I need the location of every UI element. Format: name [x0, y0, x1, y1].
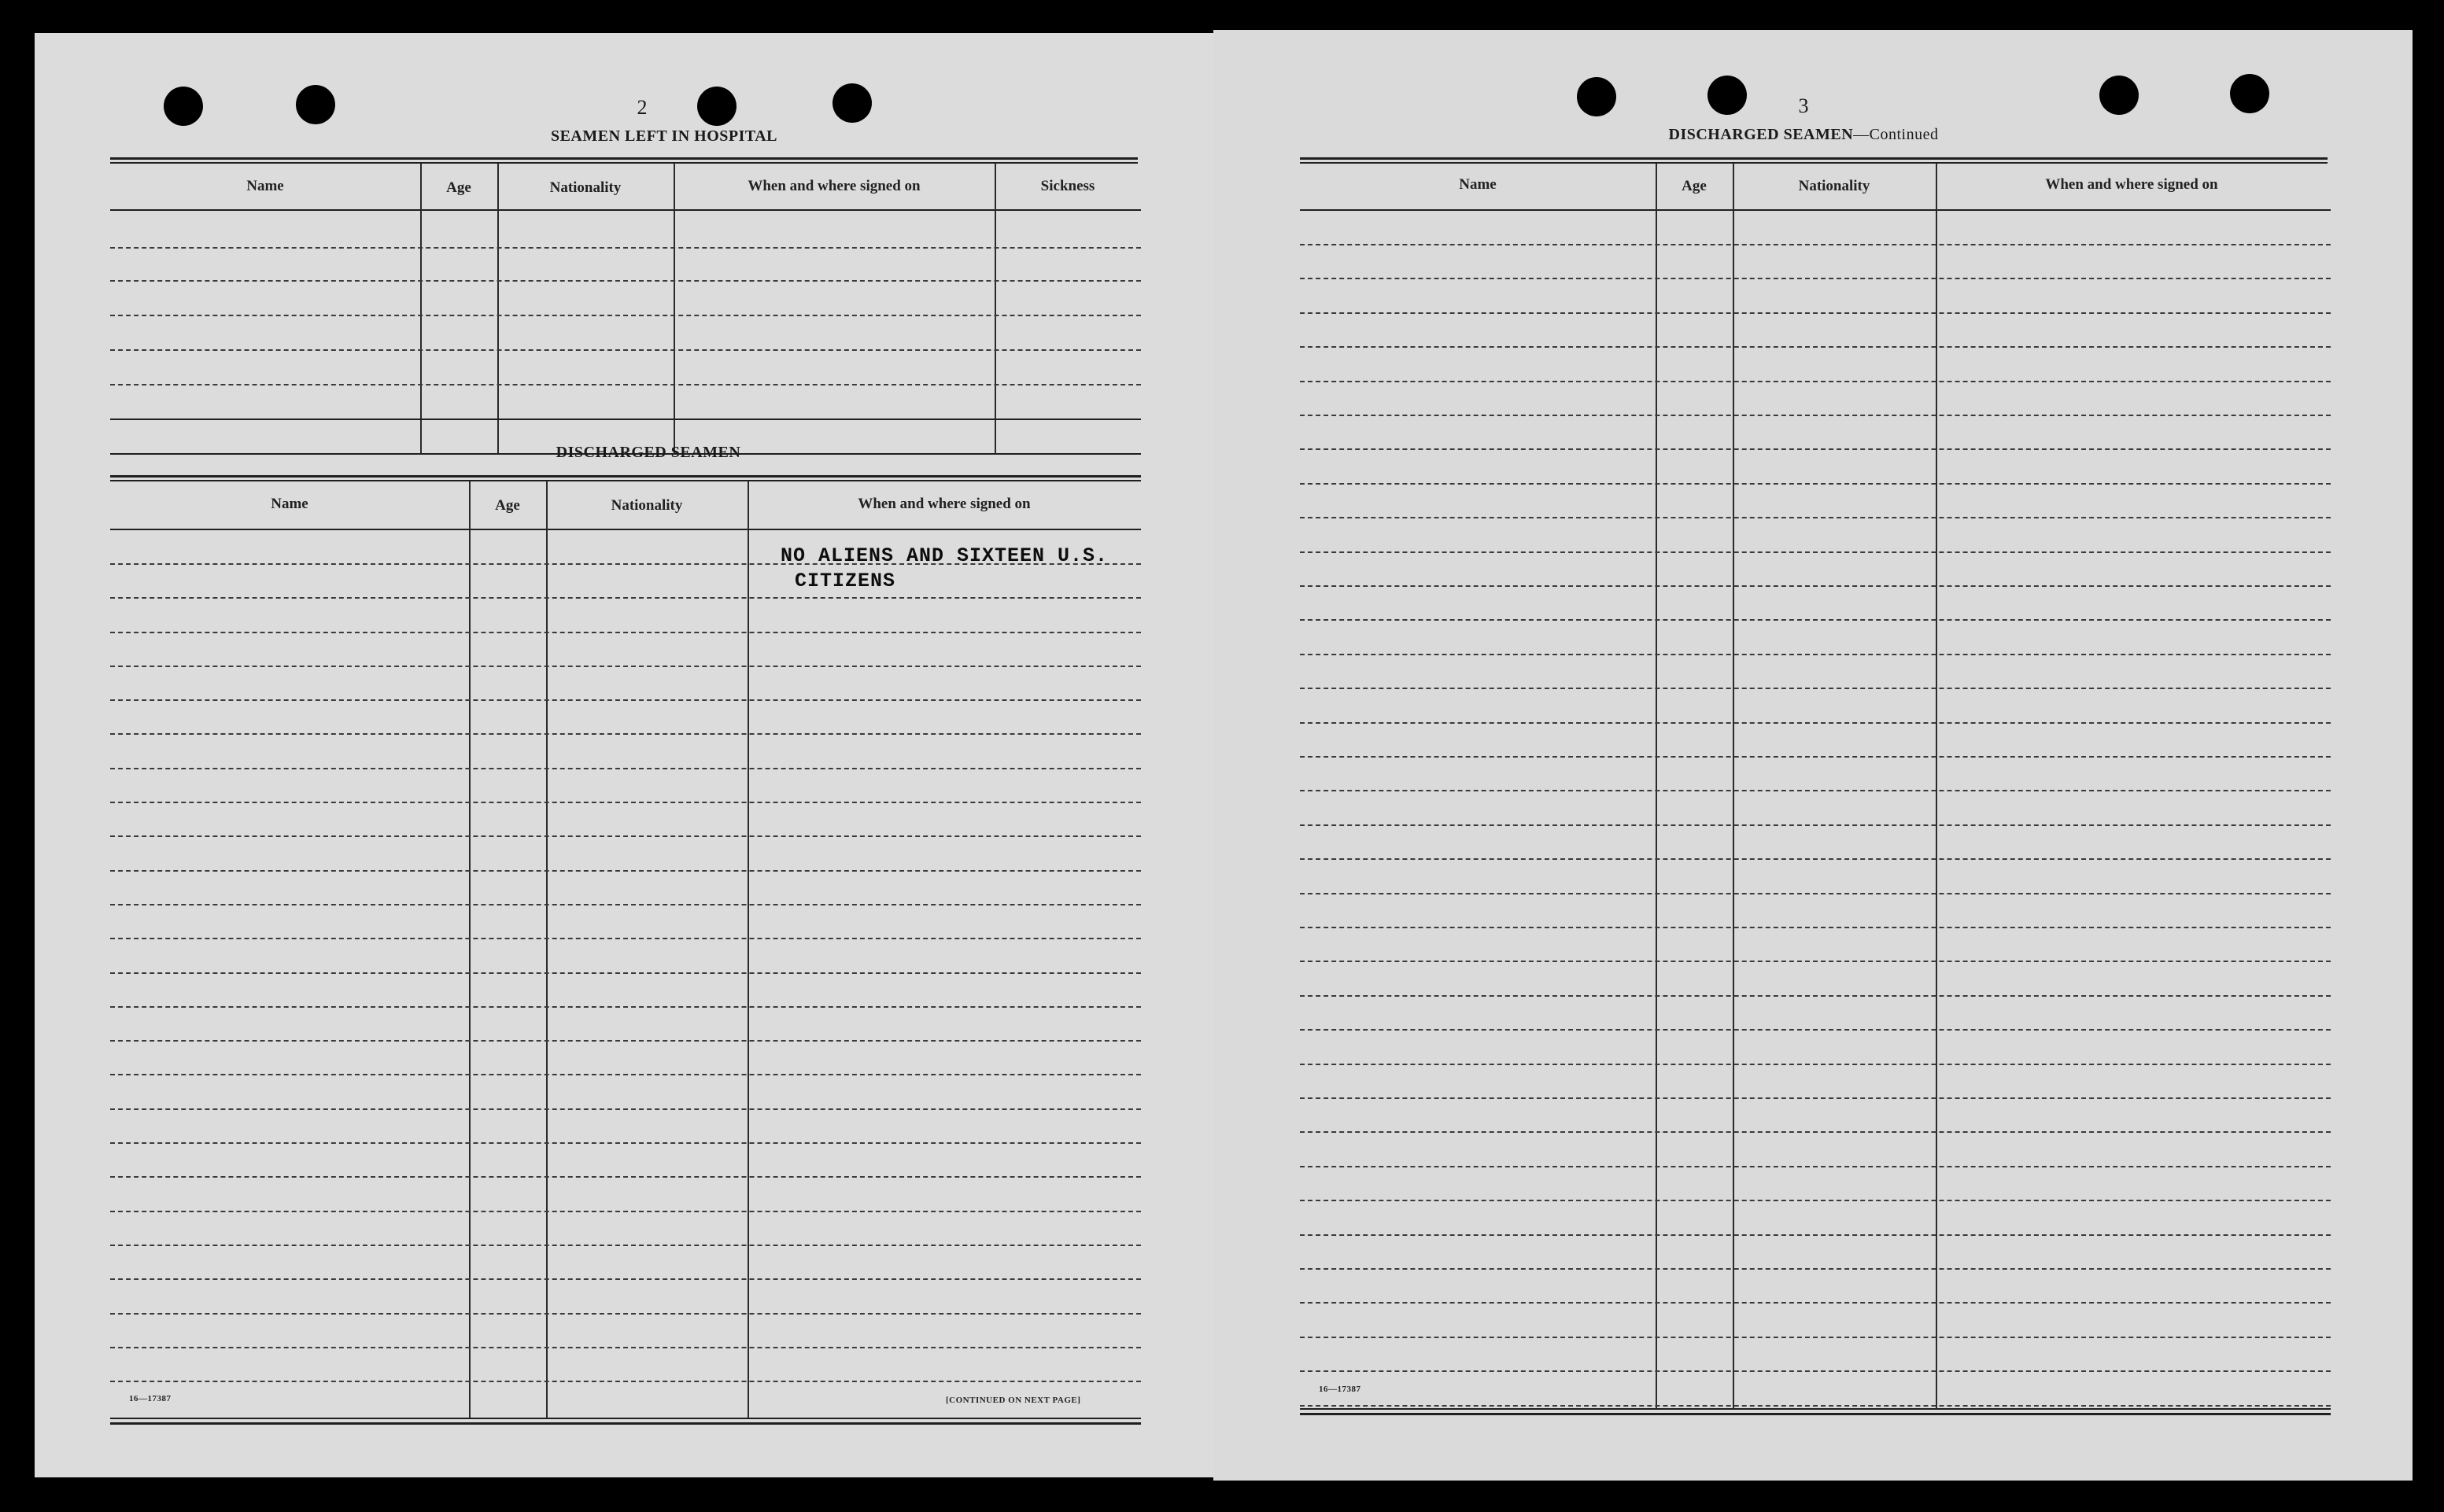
discharged-section-title: DISCHARGED SEAMEN	[556, 444, 741, 461]
ruled-line	[1300, 585, 2331, 587]
ruled-line	[110, 1142, 1141, 1144]
punch-hole	[296, 85, 335, 124]
ruled-line	[1300, 312, 2331, 314]
typed-entry-line-1: NO ALIENS AND SIXTEEN U.S.	[781, 544, 1109, 567]
ruled-line	[1300, 551, 2331, 553]
punch-hole	[1707, 76, 1747, 115]
ruled-line	[1300, 415, 2331, 416]
punch-hole	[164, 87, 203, 126]
ruled-line	[110, 1347, 1141, 1348]
title-main: DISCHARGED SEAMEN	[1668, 126, 1854, 143]
column-header-age: Age	[446, 179, 471, 196]
ruled-line	[1300, 961, 2331, 962]
ruled-line	[110, 870, 1141, 872]
ruled-line	[1300, 1302, 2331, 1304]
ruled-line	[1300, 483, 2331, 485]
punch-hole	[697, 87, 737, 126]
ruled-line	[1300, 995, 2331, 997]
column-header-age: Age	[1682, 178, 1707, 194]
ruled-line	[110, 835, 1141, 837]
ruled-line	[1300, 244, 2331, 245]
ruled-line	[110, 1176, 1141, 1178]
ruled-line	[110, 904, 1141, 905]
column-header-sickness: Sickness	[1040, 178, 1095, 194]
column-header-name: Name	[246, 178, 284, 194]
ruled-line	[1300, 824, 2331, 826]
column-header-signed-on: When and where signed on	[858, 496, 1031, 512]
column-header-name: Name	[1459, 176, 1497, 193]
ruled-line	[1300, 1029, 2331, 1031]
ruled-line	[110, 768, 1141, 769]
ruled-line	[110, 802, 1141, 803]
ruled-line	[110, 1074, 1141, 1075]
ruled-line	[1300, 1234, 2331, 1236]
column-header-signed-on: When and where signed on	[2045, 176, 2218, 193]
typed-entry-line-2: CITIZENS	[795, 570, 896, 592]
form-number: 16—17387	[1319, 1385, 1361, 1394]
page-title	[1544, 126, 2063, 144]
ruled-line	[110, 1313, 1141, 1315]
ruled-line	[110, 666, 1141, 667]
ruled-line	[110, 1278, 1141, 1280]
ruled-line	[110, 699, 1141, 701]
ruled-line	[110, 1006, 1141, 1008]
ruled-line	[110, 1211, 1141, 1212]
ruled-line	[1300, 1200, 2331, 1201]
ruled-line	[1300, 448, 2331, 450]
punch-hole	[2230, 74, 2269, 113]
ruled-line	[1300, 619, 2331, 621]
ruled-line	[110, 733, 1141, 735]
ruled-line	[1300, 722, 2331, 724]
column-header-age: Age	[495, 497, 520, 514]
ruled-line	[110, 1245, 1141, 1246]
hospital-section-title: SEAMEN LEFT IN HOSPITAL	[550, 127, 778, 145]
punch-hole	[2099, 76, 2139, 115]
column-header-nationality: Nationality	[1798, 178, 1870, 194]
ruled-line	[1300, 1405, 2331, 1407]
ruled-line	[1300, 893, 2331, 894]
ruled-line	[1300, 654, 2331, 655]
ruled-line	[110, 1108, 1141, 1110]
form-number: 16—17387	[129, 1394, 172, 1403]
ruled-line	[110, 938, 1141, 939]
ruled-line	[1300, 688, 2331, 689]
ruled-line	[1300, 1097, 2331, 1099]
ruled-line	[110, 972, 1141, 974]
ruled-line	[1300, 927, 2331, 928]
page-number: 2	[637, 96, 648, 119]
ruled-line	[110, 597, 1141, 599]
ruled-line	[110, 1381, 1141, 1382]
continued-note: [CONTINUED ON NEXT PAGE]	[946, 1396, 1081, 1405]
left-page	[35, 33, 1215, 1477]
ruled-line	[1300, 278, 2331, 279]
ruled-line	[1300, 858, 2331, 860]
ruled-line	[1300, 1370, 2331, 1372]
right-page	[1213, 30, 2413, 1481]
punch-hole	[833, 83, 872, 123]
column-header-nationality: Nationality	[549, 179, 622, 196]
ruled-line	[1300, 1131, 2331, 1133]
ruled-line	[1300, 517, 2331, 518]
ruled-line	[1300, 1337, 2331, 1338]
ruled-line	[110, 1040, 1141, 1042]
ruled-line	[1300, 756, 2331, 758]
ruled-line	[1300, 346, 2331, 348]
ruled-line	[1300, 1268, 2331, 1270]
ruled-line	[1300, 1064, 2331, 1065]
ruled-line	[110, 632, 1141, 633]
column-header-nationality: Nationality	[611, 497, 683, 514]
ruled-line	[1300, 381, 2331, 382]
column-header-name: Name	[271, 496, 308, 512]
page-number: 3	[1798, 94, 1809, 117]
column-header-signed-on: When and where signed on	[748, 178, 921, 194]
ruled-line	[1300, 1166, 2331, 1167]
punch-hole	[1577, 77, 1616, 116]
title-continued: —Continued	[1853, 126, 1939, 143]
ruled-line	[1300, 790, 2331, 791]
